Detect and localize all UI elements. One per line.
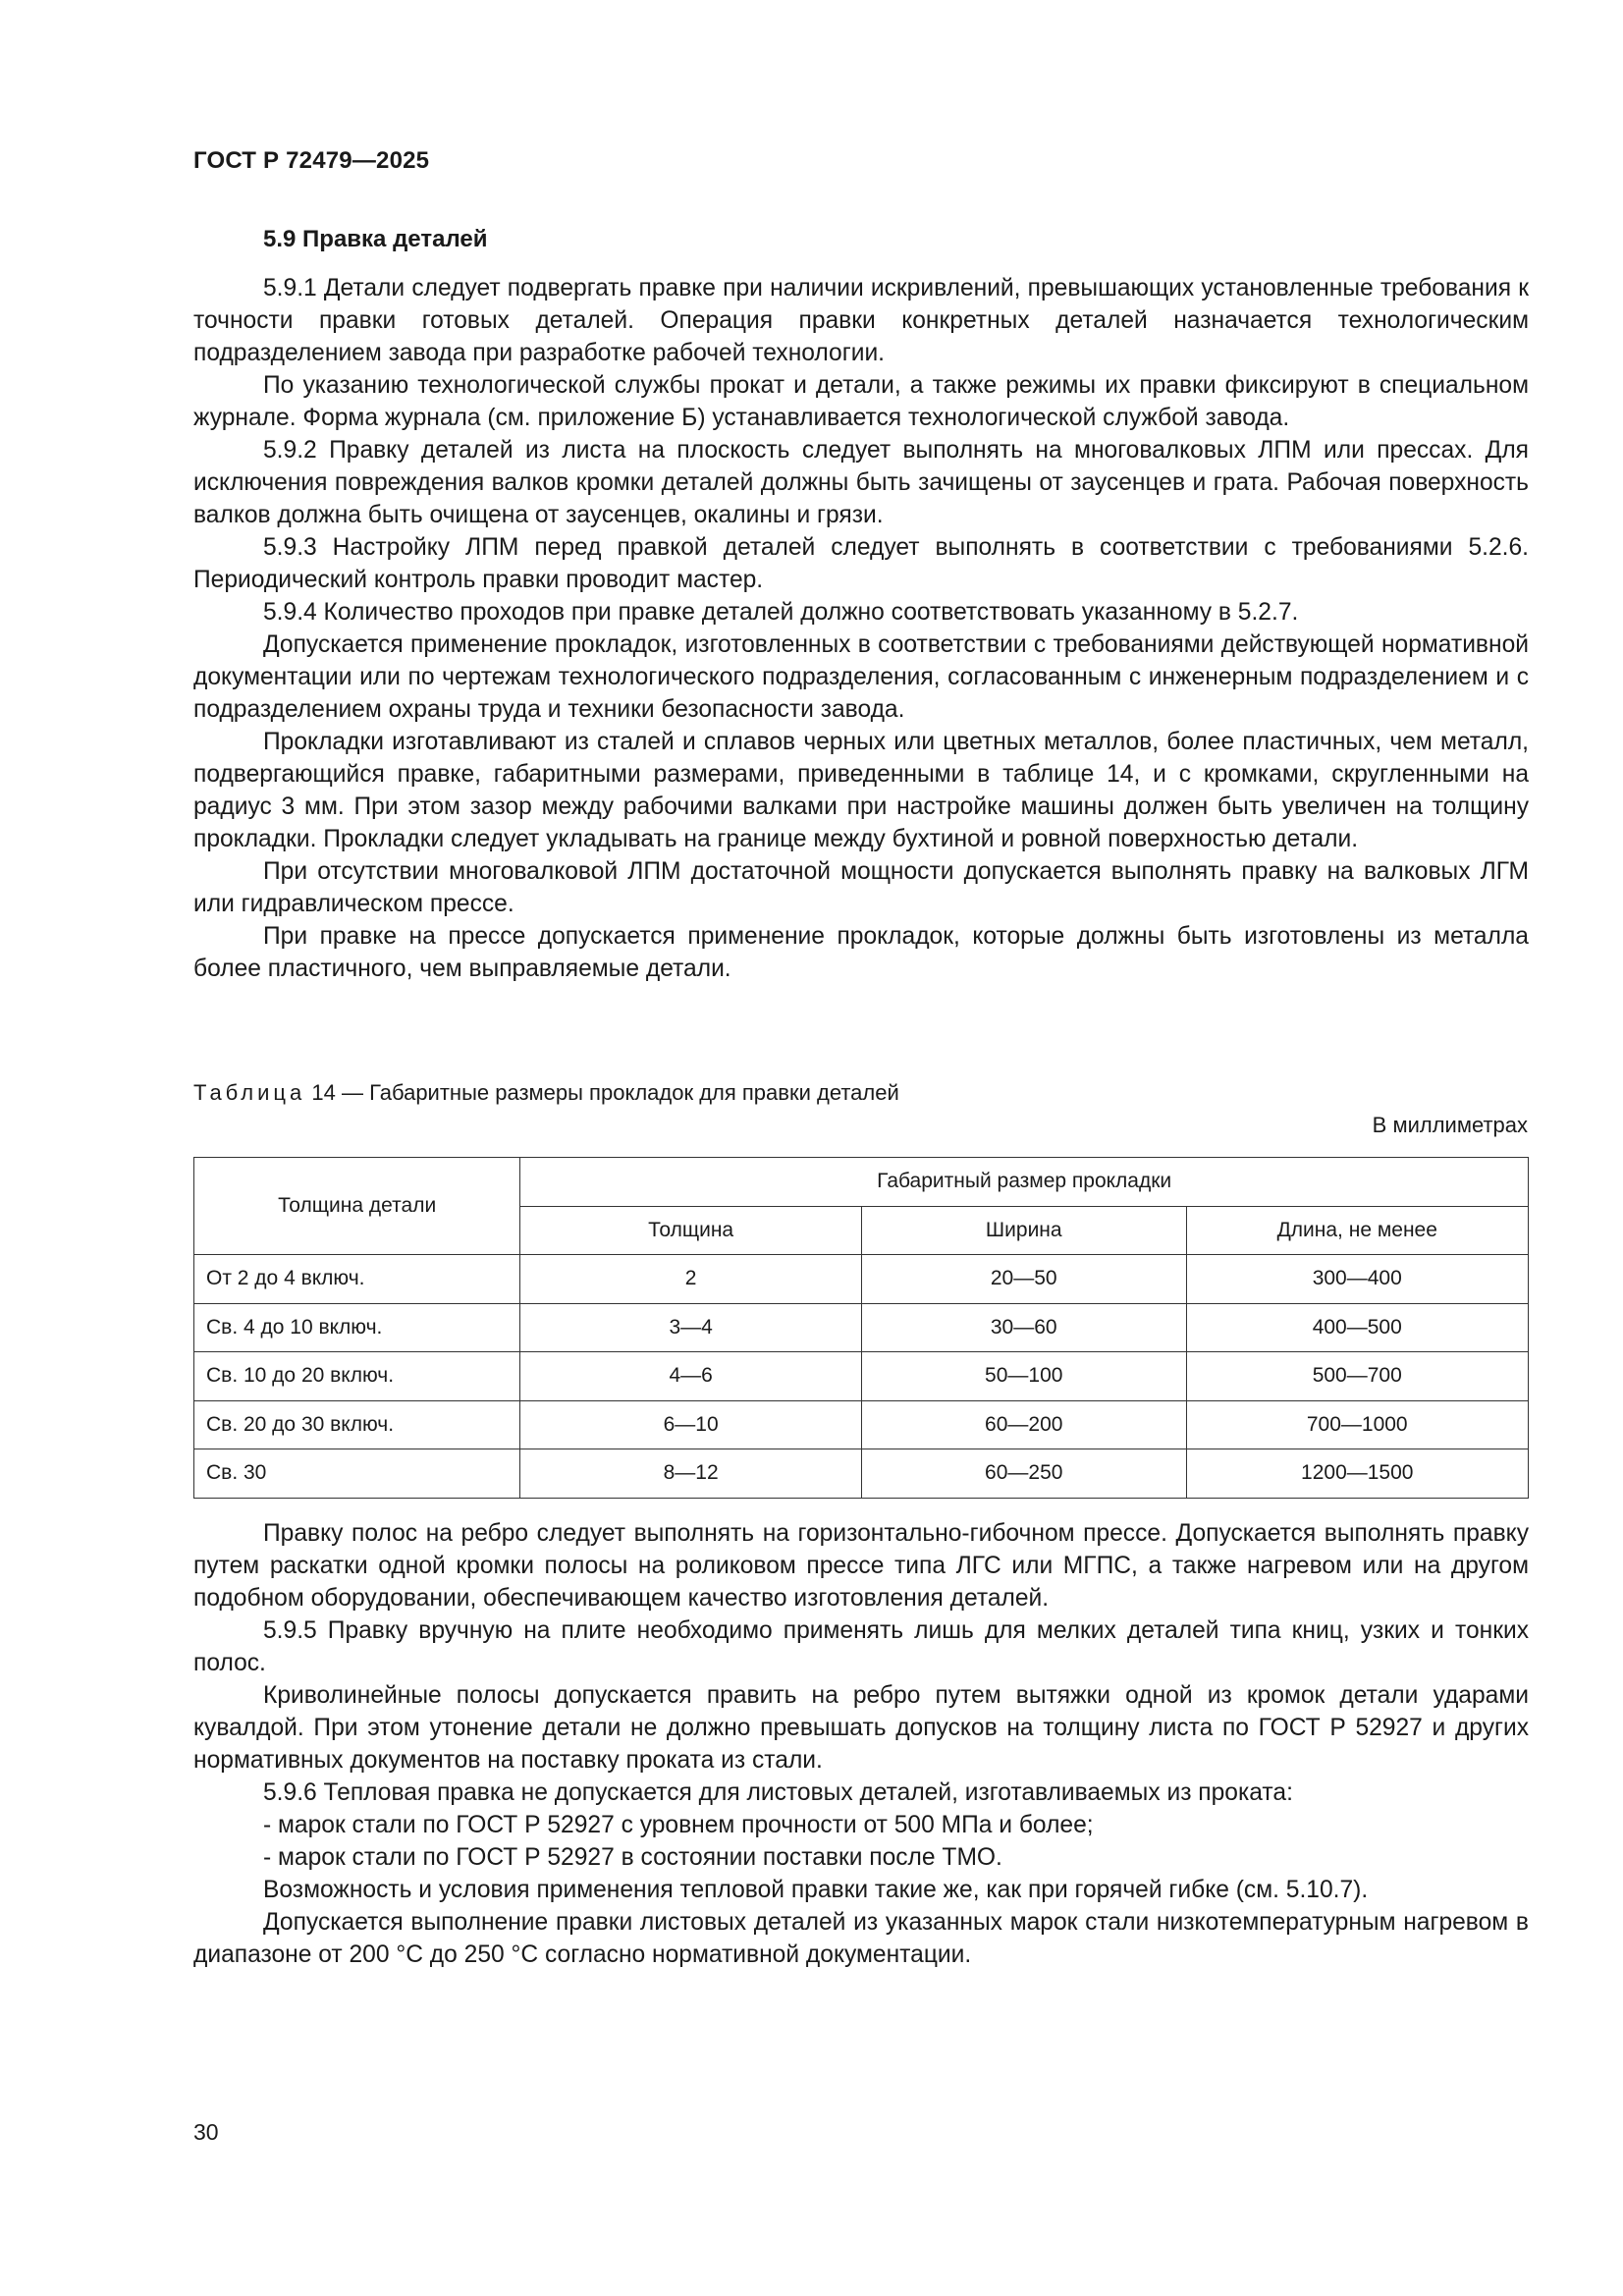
table-row	[194, 1303, 1529, 1352]
list-item: - марок стали по ГОСТ Р 52927 с уровнем прочности от 500 МПа и более;	[263, 1812, 1094, 1838]
table-cell: 60—200	[861, 1400, 1186, 1449]
table-cell: 30—60	[861, 1303, 1186, 1352]
paragraph: 5.9.6 Тепловая правка не допускается для листовых деталей, изготавливаемых из проката:	[263, 1779, 1293, 1806]
paragraph: При отсутствии многовалковой ЛПМ достаточной мощности допускается выполнять правку на валковых ЛГМ или гидравлическом прессе.	[193, 858, 1529, 917]
table-cell: 20—50	[861, 1255, 1186, 1304]
table-cell: 700—1000	[1186, 1400, 1529, 1449]
header-pad-width: Ширина	[861, 1206, 1186, 1255]
table-cell: 50—100	[861, 1352, 1186, 1401]
table-cell: От 2 до 4 включ.	[194, 1255, 520, 1304]
table-cell: 500—700	[1186, 1352, 1529, 1401]
document-header: ГОСТ Р 72479—2025	[193, 147, 430, 174]
table-cell: 2	[520, 1255, 862, 1304]
table-cell: 300—400	[1186, 1255, 1529, 1304]
body-text-top	[193, 272, 1529, 985]
table-units: В миллиметрах	[1372, 1113, 1528, 1137]
paragraph: 5.9.1 Детали следует подвергать правке при наличии искривлений, превышающих установленные требования к точности правки готовых деталей. Операция правки конкретных деталей назначается технологическим подразделением завода при разработке рабочей технологии.	[193, 275, 1529, 366]
header-pad-size-group: Габаритный размер прокладки	[520, 1158, 1529, 1207]
table-cell: 400—500	[1186, 1303, 1529, 1352]
paragraph: 5.9.4 Количество проходов при правке деталей должно соответствовать указанному в 5.2.7.	[263, 599, 1299, 626]
section-title: 5.9 Правка деталей	[263, 226, 488, 252]
list-item: - марок стали по ГОСТ Р 52927 в состоянии поставки после ТМО.	[263, 1844, 1002, 1871]
header-pad-length: Длина, не менее	[1186, 1206, 1529, 1255]
table-row	[194, 1352, 1529, 1401]
paragraph: Прокладки изготавливают из сталей и сплавов черных или цветных металлов, более пластичных, чем металл, подвергающийся правке, габаритными размерами, приведенными в таблице 14, и с кромками, скругленными на радиус 3 мм. При этом зазор между рабочими валками при настройке машины должен быть увеличен на толщину прокладки. Прокладки следует укладывать на границе между бухтиной и ровной поверхностью детали.	[193, 729, 1529, 852]
table-cell: Св. 10 до 20 включ.	[194, 1352, 520, 1401]
table-caption-prefix: Таблица	[193, 1080, 306, 1105]
paragraph: Допускается применение прокладок, изготовленных в соответствии с требованиями действующей нормативной документации или по чертежам технологического подразделения, согласованным с инженерным подразделением и с подразделением охраны труда и техники безопасности завода.	[193, 631, 1529, 723]
table-row	[194, 1449, 1529, 1499]
table-caption	[193, 1080, 899, 1106]
table-cell: 1200—1500	[1186, 1449, 1529, 1499]
dimensions-table	[193, 1157, 1529, 1499]
table-caption-title: 14 — Габаритные размеры прокладок для правки деталей	[305, 1080, 899, 1105]
paragraph: 5.9.5 Правку вручную на плите необходимо применять лишь для мелких деталей типа книц, узких и тонких полос.	[193, 1617, 1529, 1676]
header-part-thickness: Толщина детали	[194, 1158, 520, 1255]
paragraph: При правке на прессе допускается применение прокладок, которые должны быть изготовлены из металла более пластичного, чем выправляемые детали.	[193, 923, 1529, 982]
paragraph: По указанию технологической службы прокат и детали, а также режимы их правки фиксируют в специальном журнале. Форма журнала (см. приложение Б) устанавливается технологической службой завода.	[193, 372, 1529, 431]
paragraph: Возможность и условия применения тепловой правки такие же, как при горячей гибке (см. 5.10.7).	[263, 1877, 1369, 1903]
paragraph: Допускается выполнение правки листовых деталей из указанных марок стали низкотемпературным нагревом в диапазоне от 200 °С до 250 °С согласно нормативной документации.	[193, 1909, 1529, 1968]
page-number: 30	[193, 2119, 219, 2145]
table-row	[194, 1400, 1529, 1449]
paragraph: 5.9.3 Настройку ЛПМ перед правкой деталей следует выполнять в соответствии с требованиями 5.2.6. Периодический контроль правки проводит мастер.	[193, 534, 1529, 593]
body-text-bottom	[193, 1517, 1529, 1971]
table-cell: 6—10	[520, 1400, 862, 1449]
table-cell: Св. 20 до 30 включ.	[194, 1400, 520, 1449]
paragraph: Правку полос на ребро следует выполнять на горизонтально-гибочном прессе. Допускается выполнять правку путем раскатки одной кромки полосы на роликовом прессе типа ЛГС или МГПС, а также нагревом или на другом подобном оборудовании, обеспечивающем качество изготовления деталей.	[193, 1520, 1529, 1612]
table-cell: Св. 30	[194, 1449, 520, 1499]
paragraph: Криволинейные полосы допускается править на ребро путем вытяжки одной из кромок детали ударами кувалдой. При этом утонение детали не должно превышать допусков на толщину листа по ГОСТ Р 52927 и других нормативных документов на поставку проката из стали.	[193, 1682, 1529, 1774]
table-cell: 60—250	[861, 1449, 1186, 1499]
header-pad-thickness: Толщина	[520, 1206, 862, 1255]
paragraph: 5.9.2 Правку деталей из листа на плоскость следует выполнять на многовалковых ЛПМ или прессах. Для исключения повреждения валков кромки деталей должны быть зачищены от заусенцев и грата. Рабочая поверхность валков должна быть очищена от заусенцев, окалины и грязи.	[193, 437, 1529, 528]
table-header-row	[194, 1158, 1529, 1207]
table-cell: 8—12	[520, 1449, 862, 1499]
table-cell: Св. 4 до 10 включ.	[194, 1303, 520, 1352]
table-cell: 3—4	[520, 1303, 862, 1352]
table-cell: 4—6	[520, 1352, 862, 1401]
table-row	[194, 1255, 1529, 1304]
